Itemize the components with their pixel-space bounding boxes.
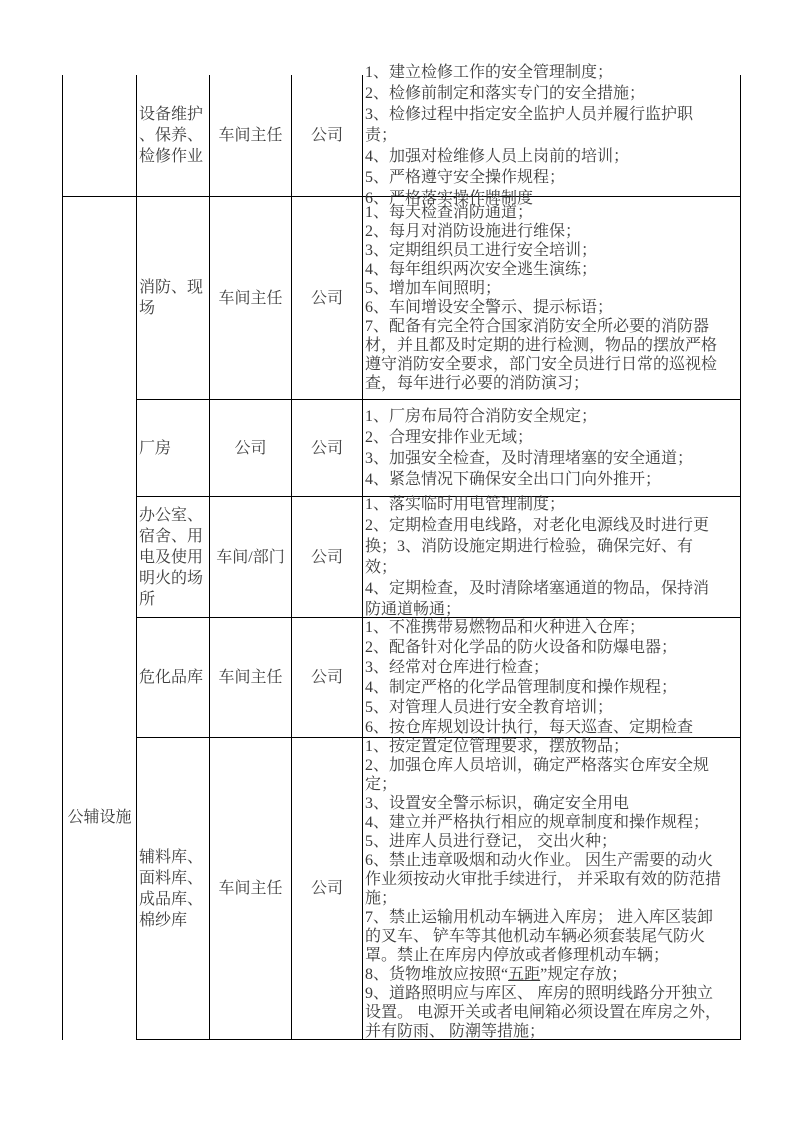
measure-item: 4、制定严格的化学品管理制度和操作规程； <box>365 678 678 696</box>
measure-item: 3、定期组织员工进行安全培训； <box>365 242 598 259</box>
measures-cell <box>363 738 741 1040</box>
measure-item: 3、加强安全检查，及时清理堵塞的安全通道； <box>365 450 694 467</box>
responsible-cell: 车间主任 <box>210 197 292 400</box>
measure-item: 5、对管理人员进行安全教育培训； <box>365 698 614 716</box>
supervisor-cell: 公司 <box>292 738 363 1040</box>
hazard-category-cell: 辅料库、面料库、成品库、棉纱库 <box>137 738 210 1040</box>
supervisor-cell: 公司 <box>292 400 363 497</box>
measure-item: 3、设置安全警示标识，确定安全用电 <box>365 794 630 812</box>
measure-item: 4、紧急情况下确保安全出口门向外推开； <box>365 471 662 488</box>
measure-item: 2、定期检查用电线路，对老化电源线及时进行更换；3、消防设施定期进行检验，确保完好、有效； <box>365 517 710 576</box>
measure-item: 9、道路照明应与库区、 库房的照明线路分开独立设置。 电源开关或者电闸箱必须设置在库房之外， 并有防雨、 防潮等措施； <box>365 984 722 1040</box>
measure-item: 5、进库人员进行登记， 交出火种； <box>365 832 618 850</box>
measure-item: 1、按定置定位管理要求，摆放物品； <box>365 737 630 755</box>
measure-item: 6、车间增设安全警示、提示标语； <box>365 299 614 316</box>
hazard-category-cell: 设备维护、保养、检修作业 <box>137 75 210 197</box>
measure-item: 2、合理安排作业无域； <box>365 429 534 446</box>
measure-item: 4、定期检查，及时清除堵塞通道的物品，保持消防通道畅通； <box>365 580 710 618</box>
hazard-category-cell: 办公室、宿舍、用电及使用明火的场所 <box>137 497 210 618</box>
measure-item: 6、禁止违章吸烟和动火作业。 因生产需要的动火作业须按动火审批手续进行， 并采取有效的防范措施； <box>365 851 722 907</box>
hazard-category-cell: 危化品库 <box>137 618 210 738</box>
measure-item: 3、经常对仓库进行检查； <box>365 658 550 676</box>
measure-item: 2、配备针对化学品的防火设备和防爆电器； <box>365 638 678 656</box>
responsible-cell: 车间/部门 <box>210 497 292 618</box>
measure-item: 2、每月对消防设施进行维保； <box>365 223 582 240</box>
measures-cell <box>363 497 741 618</box>
group-label-cell: 公辅设施 <box>63 197 137 1040</box>
measure-item: 5、增加车间照明； <box>365 280 502 297</box>
underlined-term: 五距 <box>508 965 541 983</box>
measure-item: 2、检修前制定和落实专门的安全措施； <box>365 85 646 102</box>
measure-item: 7、禁止运输用机动车辆进入库房； 进入库区装卸的叉车、 铲车等其他机动车辆必须套装尾气防火罩。禁止在库房内停放或者修理机动车辆； <box>365 908 714 964</box>
measure-item: 7、配备有完全符合国家消防安全所必要的消防器材，并且都及时定期的进行检测，物品的摆放严格遵守消防安全要求，部门安全员进行日常的巡视检查，每年进行必要的消防演习； <box>365 318 718 392</box>
responsible-cell: 车间主任 <box>210 738 292 1040</box>
responsible-cell: 公司 <box>210 400 292 497</box>
measure-item: 3、检修过程中指定安全监护人员并履行监护职责； <box>365 106 694 144</box>
measure-text: 8、货物堆放应按照“ <box>365 965 509 983</box>
hazard-category-cell: 消防、现场 <box>137 197 210 400</box>
measure-item: 4、建立并严格执行相应的规章制度和操作规程； <box>365 813 710 831</box>
measure-item: 4、加强对检维修人员上岗前的培训； <box>365 148 630 165</box>
measures-cell <box>363 64 741 207</box>
supervisor-cell: 公司 <box>292 75 363 197</box>
measure-item: 5、严格遵守安全操作规程； <box>365 169 566 186</box>
measure-item: 1、不准携带易燃物品和火种进入仓库； <box>365 618 646 636</box>
measure-item: 1、每天检查消防通道； <box>365 204 534 221</box>
measure-item: 6、严格落实操作牌制度 <box>365 190 534 207</box>
measure-item: 6、按仓库规划设计执行，每天巡查、定期检查 <box>365 718 694 736</box>
measures-cell <box>363 400 741 497</box>
measure-text: ”规定存放； <box>540 965 628 983</box>
measure-item: 1、厂房布局符合消防安全规定； <box>365 408 598 425</box>
measure-item: 4、每年组织两次安全逃生演练； <box>365 261 598 278</box>
supervisor-cell: 公司 <box>292 618 363 738</box>
responsible-cell: 车间主任 <box>210 618 292 738</box>
measures-cell <box>363 197 741 400</box>
responsible-cell: 车间主任 <box>210 75 292 197</box>
supervisor-cell: 公司 <box>292 497 363 618</box>
measure-item: 1、建立检修工作的安全管理制度； <box>365 64 614 81</box>
hazard-category-cell: 厂房 <box>137 400 210 497</box>
measure-item: 2、加强仓库人员培训，确定严格落实仓库安全规定； <box>365 756 710 793</box>
measures-cell <box>363 618 741 738</box>
measure-item <box>365 965 723 984</box>
group-cell-empty <box>63 75 137 197</box>
measure-item: 1、落实临时用电管理制度； <box>365 496 566 513</box>
supervisor-cell: 公司 <box>292 197 363 400</box>
safety-responsibility-table <box>62 64 741 1040</box>
